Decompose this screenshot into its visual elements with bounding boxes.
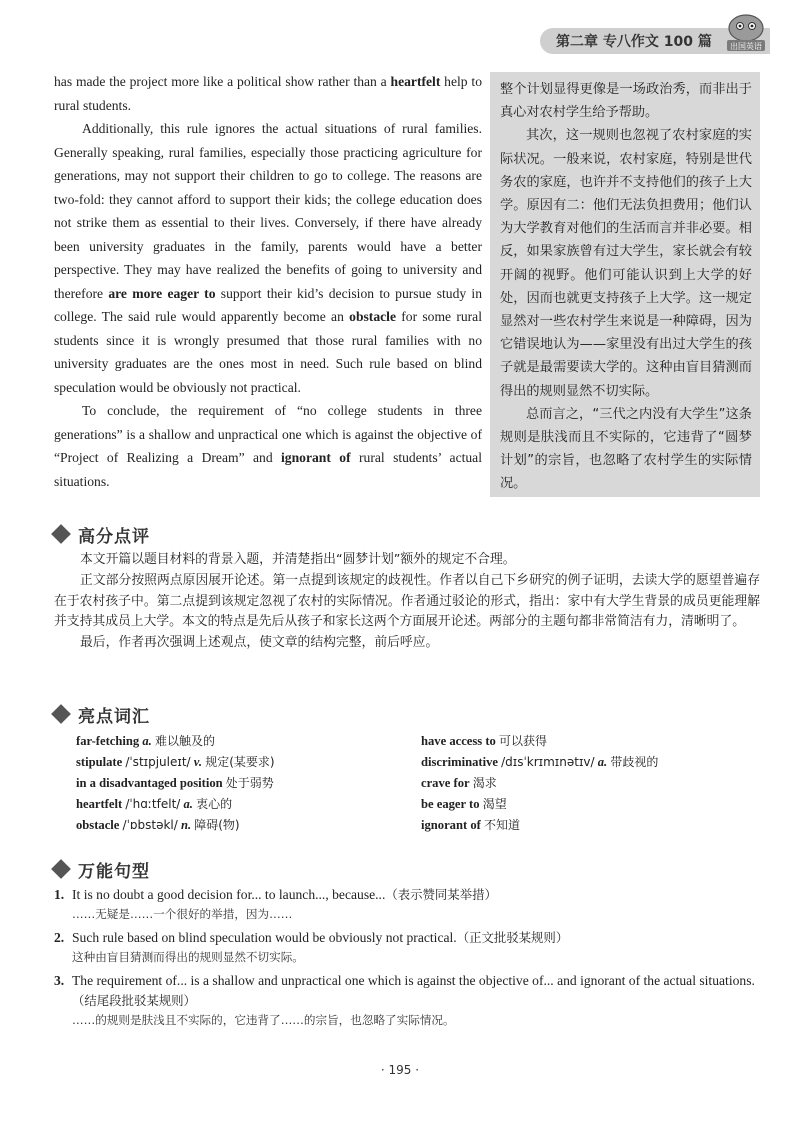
- logo-text: 出国英语: [730, 42, 762, 51]
- vocab-row: [76, 751, 766, 772]
- diamond-bullet-icon: [51, 524, 71, 544]
- vocab-row: [76, 793, 766, 814]
- comment-paragraph: 正文部分按照两点原因展开论述。第一点提到该规定的歧视性。作者以自己下乡研究的例子证明，去读大学的愿望普遍存在于农村孩子中。第二点提到该规定忽视了农村的实际情况。作者通过驳论的形式，指出：家中有大学生背景的成员更能理解并支持其成员上大学。本文的特点是先后从孩子和家长这两个方面展开论述。两部分的主题句都非常简洁有力，清晰明了。: [54, 572, 760, 630]
- comment-paragraph: 本文开篇以题目材料的背景入题，并清楚指出“圆梦计划”额外的规定不合理。: [80, 552, 516, 567]
- vocab-item: stipulate /ˈstɪpjuleɪt/ v. 规定(某要求): [76, 755, 275, 769]
- essay-cn-paragraph-1: 整个计划显得更像是一场政治秀，而非出于真心对农村学生给予帮助。: [500, 82, 752, 121]
- vocab-item: discriminative /dɪsˈkrɪmɪnətɪv/ a. 带歧视的: [421, 755, 659, 769]
- sentence-list: [54, 885, 760, 1034]
- sentences-heading: [50, 857, 150, 881]
- page-number: · 195 ·: [380, 1063, 420, 1077]
- chapter-title: 第二章 专八作文 100 篇: [556, 34, 712, 50]
- essay-cn-paragraph-3: 总而言之，“三代之内没有大学生”这条规则是肤浅而且不实际的，它违背了“圆梦计划”的宗旨，也忽略了农村学生的实际情况。: [500, 406, 752, 492]
- vocab-item: crave for 渴求: [421, 776, 497, 790]
- vocab-item: be eager to 渴望: [421, 797, 507, 811]
- comment-heading: [50, 522, 150, 546]
- vocab-item: obstacle /ˈɒbstəkl/ n. 障碍(物): [76, 818, 240, 832]
- vocab-title: 亮点词汇: [78, 706, 150, 727]
- diamond-bullet-icon: [51, 859, 71, 879]
- essay-chinese: [500, 78, 752, 496]
- vocab-row: [76, 772, 766, 793]
- vocab-item: in a disadvantaged position 处于弱势: [76, 776, 274, 790]
- vocab-item: ignorant of 不知道: [421, 818, 520, 832]
- logo-icon: [724, 12, 768, 52]
- sentence-item: 2. Such rule based on blind speculation would be obviously not practical.（正文批驳某规则） 这种由盲目猜测而得出的规则显然不切实际。: [54, 930, 569, 964]
- essay-en-paragraph-2: Additionally, this rule ignores the actual situations of rural families. Generally speaking, rural families, especially those practicing agriculture for generations, may not support their children to go to college. The reasons are two-fold: they cannot afford to support their kids; the college education does not strike them as essential to their lives. Conversely, if there have already been university graduates in the family, parents would have a better perspective. They may have realized the benefits of going to university and therefore are more eager to support their kid’s decision to pursue study in college. The said rule would apparently become an obstacle for some rural students since it is wrongly presumed that those rural families with no university graduates are the ones most in need. Such rule based on blind speculation would be obviously not practical.: [54, 121, 483, 395]
- vocab-item: have access to 可以获得: [421, 734, 548, 748]
- diamond-bullet-icon: [51, 704, 71, 724]
- vocab-row: [76, 814, 766, 835]
- vocab-row: [76, 730, 766, 751]
- vocab-item: far-fetching a. 难以触及的: [76, 734, 215, 748]
- sentence-item: 1. It is no doubt a good decision for... to launch..., because...（表示赞同某举措） ……无疑是……一个很好的举措，因为……: [54, 887, 497, 921]
- comment-title: 高分点评: [78, 526, 150, 547]
- vocab-list: [76, 730, 766, 835]
- comment-paragraph: 最后，作者再次强调上述观点，使文章的结构完整，前后呼应。: [80, 635, 439, 651]
- essay-en-paragraph-1: has made the project more like a political show rather than a heartfelt help to rural students.: [54, 74, 482, 113]
- sentences-title: 万能句型: [78, 861, 150, 882]
- essay-english: [54, 70, 482, 493]
- vocab-item: heartfelt /ˈhɑːtfelt/ a. 衷心的: [76, 797, 233, 811]
- comment-body: [54, 550, 760, 654]
- essay-en-paragraph-3: To conclude, the requirement of “no college students in three generations” is a shallow and unpractical one which is against the objective of “Project of Realizing a Dream” and ignorant of rural students’ actual situations.: [54, 403, 482, 489]
- sentence-item: 3. The requirement of... is a shallow and unpractical one which is against the objective of... and ignorant of the actual situations.（结尾段批驳某规则） ……的规则是肤浅且不实际的，它违背了……的宗旨，也忽略了实际情况。: [54, 973, 755, 1027]
- essay-cn-paragraph-2: 其次，这一规则也忽视了农村家庭的实际状况。一般来说，农村家庭，特别是世代务农的家庭，也许并不支持他们的孩子上大学。原因有二：他们无法负担费用；他们认为大学教育对他们的生活而言并非必要。相反，如果家族曾有过大学生，家长就会有较开阔的视野。他们可能认识到上大学的好处，因而也就更支持孩子上大学。这一规定显然对一些农村学生来说是一种障碍，因为它错误地认为——家里没有出过大学生的孩子就是最需要读大学的。这种由盲目猜测而得出的规则显然不切实际。: [500, 128, 752, 399]
- vocab-heading: [50, 702, 150, 726]
